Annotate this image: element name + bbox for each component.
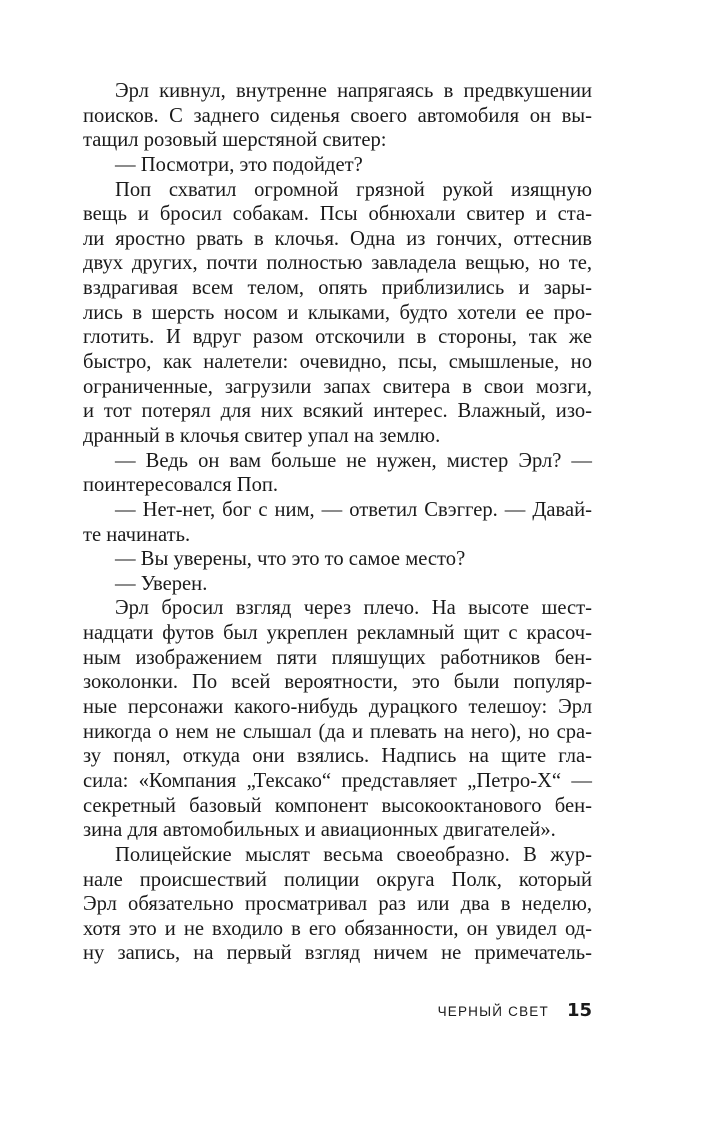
text-line: ну запись, на первый взгляд ничем не примечатель- (83, 942, 592, 965)
text-line: лись в шерсть носом и клыками, будто хотели ее про- (83, 301, 592, 324)
text-line: — Вы уверены, что это то самое место? (115, 548, 466, 571)
text-line: Эрл кивнул, внутренне напрягаясь в предвкушении (115, 80, 592, 102)
text-line: быстро, как налетели: очевидно, псы, смышленые, но (83, 351, 592, 374)
page-number: 15 (566, 1000, 592, 1021)
text-line: дранный в клочья свитер упал на землю. (83, 424, 441, 447)
text-line: Эрл бросил взгляд через плечо. На высоте шест- (115, 597, 592, 620)
text-line: двух других, почти полностью завладела вещью, но те, (83, 252, 592, 275)
text-line: вздрагивая всем телом, опять приблизились и зары- (83, 277, 592, 300)
text-line: — Уверен. (115, 572, 208, 595)
text-line: Эрл обязательно просматривал раз или два в неделю, (83, 893, 592, 916)
running-title: ЧЕРНЫЙ СВЕТ (437, 1004, 549, 1019)
text-line: ные персонажи какого-нибудь дурацкого телешоу: Эрл (83, 696, 592, 719)
text-line: и тот потерял для них всякий интерес. Влажный, изо- (83, 400, 592, 423)
text-line: зоколонки. По всей вероятности, это были популяр- (83, 671, 592, 694)
text-line: зу понял, откуда они взялись. Надпись на щите гла- (83, 745, 592, 768)
text-line: те начинать. (83, 523, 191, 546)
text-line: вещь и бросил собакам. Псы обнюхали свитер и ста- (83, 203, 592, 226)
text-line: зина для автомобильных и авиационных двигателей». (83, 819, 556, 842)
text-line: — Посмотри, это подойдет? (115, 153, 363, 176)
page-footer (83, 1000, 592, 1024)
text-line: Полицейские мыслят весьма своеобразно. В жур- (115, 843, 592, 866)
text-line: хотя это и не входило в его обязанности, он увидел од- (83, 917, 592, 940)
text-line: Поп схватил огромной грязной рукой изящную (115, 178, 592, 201)
text-line: глотить. И вдруг разом отскочили в стороны, так же (83, 326, 592, 349)
text-line: поисков. С заднего сиденья своего автомобиля он вы- (83, 104, 592, 127)
text-line: ли яростно рвать в клочья. Одна из гончих, оттеснив (83, 227, 592, 250)
text-line: тащил розовый шерстяной свитер: (83, 129, 387, 152)
text-line: ным изображением пяти пляшущих работников бен- (83, 646, 592, 669)
text-line: нале происшествий полиции округа Полк, который (83, 868, 592, 891)
text-line: поинтересовался Поп. (83, 474, 279, 497)
text-line: никогда о нем не слышал (да и плевать на него), но сра- (83, 720, 592, 743)
text-line: сила: «Компания „Тексако“ представляет „Петро-X“ — (83, 769, 592, 792)
text-line: ограниченные, загрузили запах свитера в свои мозги, (83, 375, 592, 398)
text-line: — Ведь он вам больше не нужен, мистер Эрл? — (115, 449, 592, 472)
text-line: — Нет-нет, бог с ним, — ответил Свэггер. — Давай- (115, 498, 592, 521)
body-text (83, 79, 592, 966)
text-line: надцати футов был укреплен рекламный щит с красоч- (83, 622, 592, 645)
text-line: секретный базовый компонент высокооктанового бен- (83, 794, 592, 817)
